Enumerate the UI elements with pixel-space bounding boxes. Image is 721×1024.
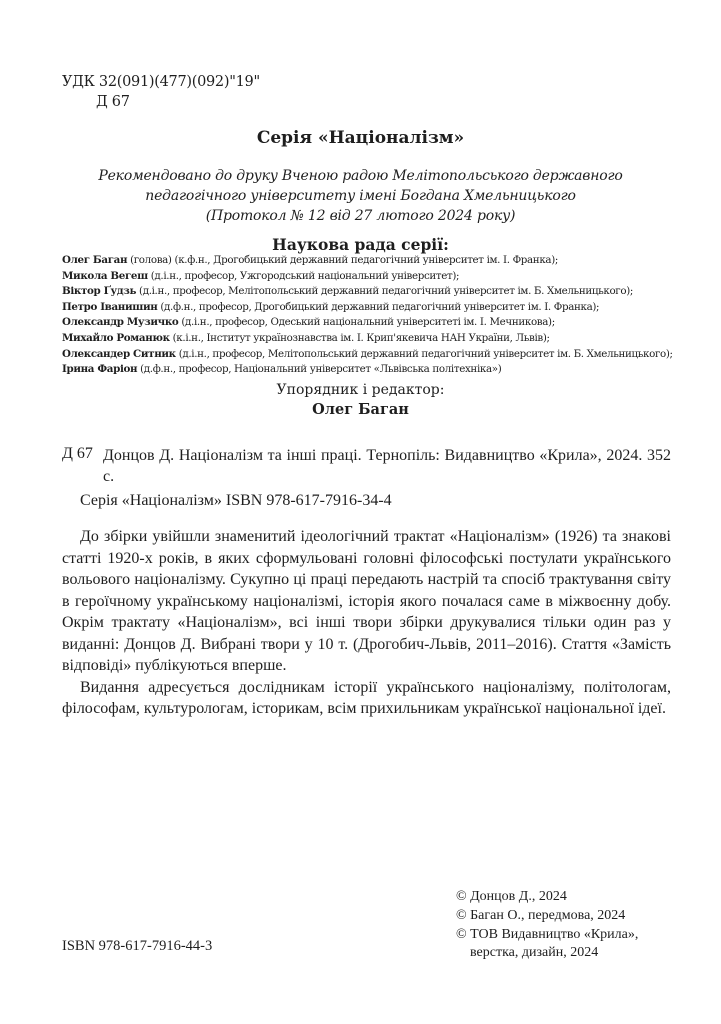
council-member	[62, 300, 673, 316]
member-name: Ірина Фаріон	[62, 363, 138, 376]
council-member	[62, 315, 673, 331]
series-isbn: Серія «Націоналізм» ISBN 978-617-7916-34-4	[80, 492, 392, 509]
copyright-block	[456, 888, 638, 963]
member-details: (д.і.н., професор, Ужгородський національний університет);	[147, 269, 460, 282]
member-name: Олександр Музичко	[62, 316, 179, 329]
recommendation-line: педагогічного університету імені Богдана Хмельницького	[145, 188, 576, 204]
editor-label: Упорядник і редактор:	[276, 382, 445, 398]
member-name: Петро Іванишин	[62, 300, 158, 313]
annotation-paragraph: Видання адресується дослідникам історії українського націоналізму, політологам, філософам, культурологам, історикам, всім прихильникам української національної ідеї.	[62, 678, 671, 717]
council-member	[62, 331, 673, 347]
recommendation-line: (Протокол № 12 від 27 лютого 2024 року)	[205, 208, 516, 224]
council-member	[62, 362, 673, 378]
council-member	[62, 347, 673, 363]
annotation-paragraph: До збірки увійшли знаменитий ідеологічний трактат «Націоналізм» (1926) та знакові статті 1920-х років, в яких сформульовані головні філософські постулати українського вольового націоналізму. Сукупно ці праці передають настрій та спосіб трактування світу в героїчному українському націоналізмі, історія якого почалася саме в міжвоєнну добу. Окрім трактату «Націоналізм», всі інші твори збірки друкувалися тільки один раз у виданні: Донцов Д. Вибрані твори у 10 т. (Дрогобич-Львів, 2011–2016). Стаття «Замість відповіді» публікуються вперше.	[62, 528, 671, 674]
recommendation-block	[0, 166, 721, 226]
author-mark-code: Д 67	[96, 94, 130, 110]
member-details: (д.і.н., професор, Одеський національний університеті ім. І. Мечникова);	[178, 316, 555, 329]
member-details: (д.і.н., професор, Мелітопольський державний педагогічний університет ім. Б. Хмельницького);	[136, 285, 633, 298]
council-member	[62, 269, 673, 285]
council-member	[62, 253, 673, 269]
member-details: (д.і.н., професор, Мелітопольський державний педагогічний університет ім. Б. Хмельницького);	[175, 347, 673, 360]
member-details: (д.ф.н., професор, Національний університет «Львівська політехніка»)	[137, 363, 502, 376]
council-title: Наукова рада серії:	[272, 235, 449, 254]
copyright-line: © Донцов Д., 2024	[456, 889, 567, 904]
member-details: (голова) (к.ф.н., Дрогобицький державний педагогічний університет ім. І. Франка);	[127, 254, 558, 266]
bibliography-entry: Донцов Д. Націоналізм та інші праці. Тернопіль: Видавництво «Крила», 2024. 352 с.	[103, 447, 671, 485]
member-name: Олександер Ситник	[62, 347, 176, 360]
copyright-line: © ТОВ Видавництво «Крила»,	[456, 926, 639, 942]
council-member	[62, 284, 673, 300]
bibliography-code: Д 67	[62, 445, 93, 462]
member-details: (к.і.н., Інститут українознавства ім. І. Крип'якевича НАН України, Львів);	[169, 331, 550, 344]
editor-name: Олег Баган	[312, 401, 409, 418]
member-name: Михайло Романюк	[62, 331, 170, 344]
member-name: Олег Баган	[62, 254, 128, 266]
recommendation-line: Рекомендовано до друку Вченою радою Мелітопольського державного	[98, 168, 623, 184]
copyright-line: верстка, дизайн, 2024	[470, 945, 599, 961]
member-name: Віктор Ґудзь	[62, 285, 137, 298]
member-name: Микола Вегеш	[62, 269, 148, 282]
copyright-line: © Баган О., передмова, 2024	[456, 907, 626, 923]
annotation	[62, 526, 671, 720]
member-details: (д.ф.н., професор, Дрогобицький державний педагогічний університет ім. І. Франка);	[157, 300, 600, 313]
isbn: ISBN 978-617-7916-44-3	[62, 938, 213, 954]
council-member-list	[62, 253, 673, 378]
series-title: Серія «Націоналізм»	[256, 128, 465, 148]
udk-classification: УДК 32(091)(477)(092)"19"	[62, 74, 260, 90]
